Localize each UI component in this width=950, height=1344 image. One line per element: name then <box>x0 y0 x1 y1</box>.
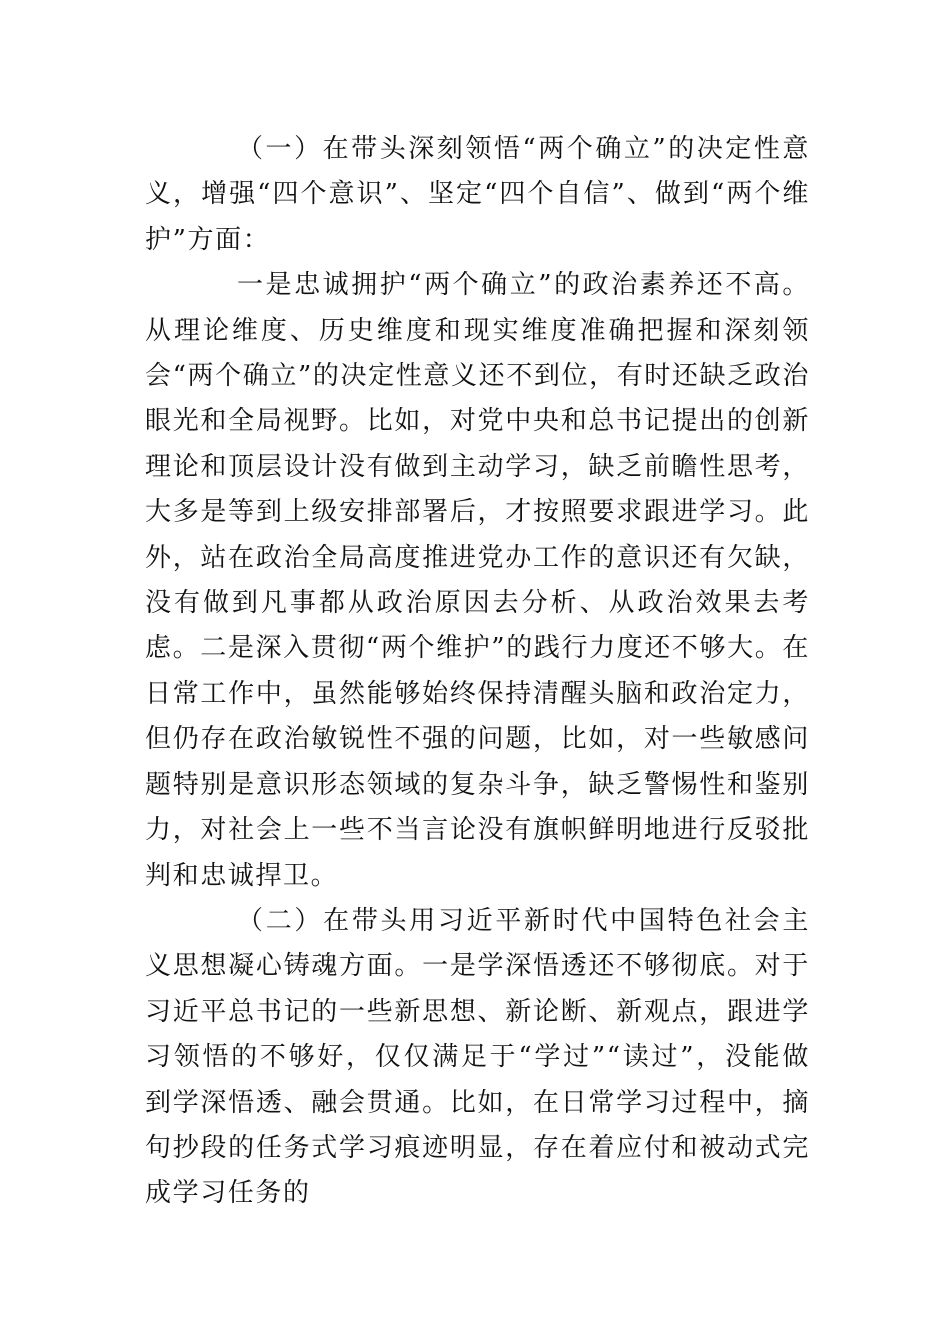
paragraph-section-two: （二）在带头用习近平新时代中国特色社会主义思想凝心铸魂方面。一是学深悟透还不够彻底。对于习近平总书记的一些新思想、新论断、新观点，跟进学习领悟的不够好，仅仅满足于“学过”“读过”，没能做到学深悟透、融会贯通。比如，在日常学习过程中，摘句抄段的任务式学习痕迹明显，存在着应付和被动式完成学习任务的 <box>145 905 810 1209</box>
paragraph-section-one-heading: （一）在带头深刻领悟“两个确立”的决定性意义，增强“四个意识”、坚定“四个自信”、做到“两个维护”方面： <box>145 134 810 255</box>
paragraph-section-one-body: 一是忠诚拥护“两个确立”的政治素养还不高。从理论维度、历史维度和现实维度准确把握和深刻领会“两个确立”的决定性意义还不到位，有时还缺乏政治眼光和全局视野。比如，对党中央和总书记提出的创新理论和顶层设计没有做到主动学习，缺乏前瞻性思考，大多是等到上级安排部署后，才按照要求跟进学习。此外，站在政治全局高度推进党办工作的意识还有欠缺，没有做到凡事都从政治原因去分析、从政治效果去考虑。二是深入贯彻“两个维护”的践行力度还不够大。在日常工作中，虽然能够始终保持清醒头脑和政治定力，但仍存在政治敏锐性不强的问题，比如，对一些敏感问题特别是意识形态领域的复杂斗争，缺乏警惕性和鉴别力，对社会上一些不当言论没有旗帜鲜明地进行反驳批判和忠诚捍卫。 <box>145 270 810 891</box>
document-body <box>145 127 810 1217</box>
